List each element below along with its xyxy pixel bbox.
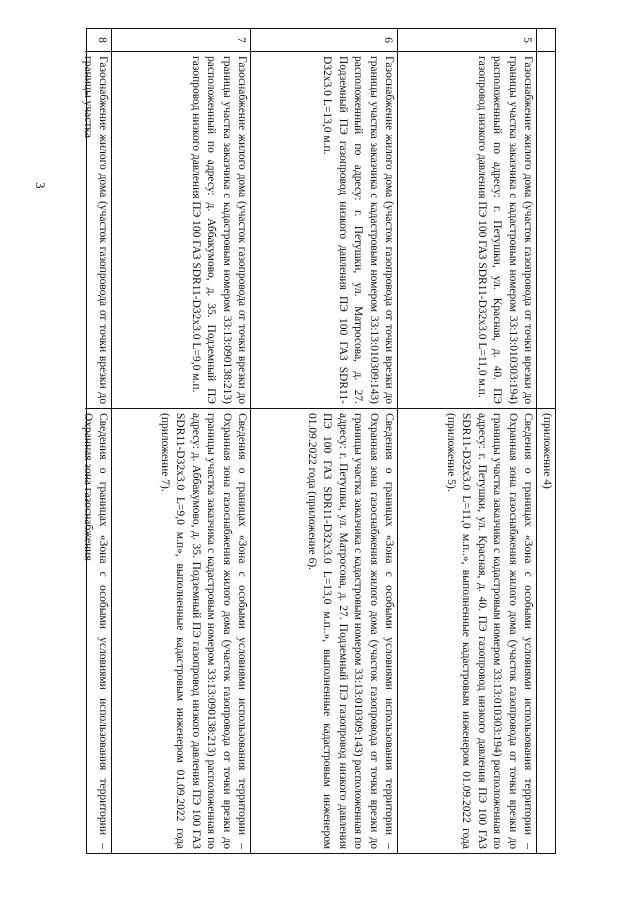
zone-info: Сведения о границах «Зона с особыми условиями использования территории – Охранная зона газоснабжения жилого дома (участок газопровода от точки врезки до границы участка заказчика с кадастровым номером 33:13:010303:194) расположенная по адресу: г. Петушки, ул. Красная, д. 40. ПЭ газопровод низкого давления ПЭ 100 ГАЗ SDR11-D32x3.0 L=11,0 м.п..», выполненные кадастровым инженером 01.09.2022 года (приложение 5). — [444, 413, 534, 849]
row-number: 8 — [85, 29, 111, 52]
table-row — [251, 29, 398, 853]
zone-info: Сведения о границах «Зона с особыми условиями использования территории – Охранная зона газоснабжения жилого дома (участок газопровода от точки врезки до границы участка заказчика с кадастровым номером 33:13:090138:213) расположенная по адресу: д. Аббакумово, д. 35. Подземный ПЭ газопровод низкого давления ПЭ 100 ГАЗ SDR11-D32x3.0 L=9,0 м.п», выполненные кадастровым инженером 01.09.2022 года (приложение 7). — [158, 413, 248, 849]
object-name: Газоснабжение жилого дома (участок газопровода от точки врезки до границы участка заказчика с кадастровым номером 33:13:010309:143) расположенный по адресу: г. Петушки, ул. Матросова, д. 27. Подземный ПЭ газопровод низкого давления ПЭ 100 ГАЗ SDR11-D32x3.0 L=13,0 м.п. — [251, 52, 397, 409]
document-table — [81, 28, 556, 854]
row-number: 6 — [251, 29, 397, 52]
row-number: 5 — [398, 29, 536, 52]
table-row — [398, 29, 537, 853]
object-name: Газоснабжение жилого дома (участок газопровода от точки врезки до границы участка заказчика с кадастровым номером 33:13:010303:194) расположенный по адресу: г. Петушки, ул. Красная, д. 40. ПЭ газопровод низкого давления ПЭ 100 ГАЗ SDR11-D32x3.0 L=11,0 м.п. — [398, 52, 536, 409]
zone-info: Сведения о границах «Зона с особыми условиями использования территории – Охранная зона газоснабжения — [81, 413, 109, 849]
zone-info: Сведения о границах «Зона с особыми условиями использования территории – Охранная зона газоснабжения жилого дома (участок газопровода от точки врезки до границы участка заказчика с кадастровым номером 33:13:010309:143) расположенная по адресу: г. Петушки, ул. Матросова, д. 27. Подземный ПЭ газопровод низкого давления ПЭ 100 ГАЗ SDR11-D32x3.0 L=13,0 м.п..», выполненные кадастровым инженером 01.09.2022 года (приложение 6). — [305, 413, 395, 849]
object-name: Газоснабжение жилого дома (участок газопровода от точки врезки до границы участка — [85, 52, 111, 409]
zone-info: (приложение 4) — [541, 413, 553, 489]
table-row — [81, 29, 112, 853]
table-row — [537, 29, 555, 853]
row-number — [537, 29, 555, 52]
object-name: Газоснабжение жилого дома (участок газопровода от точки врезки до границы участка заказчика с кадастровым номером 33:13:090138:213) расположенный по адресу: д. Аббакумово, д. 35. Подземный ПЭ газопровод низкого давления ПЭ 100 ГАЗ SDR11-D32x3.0 L=9,0 м.п. — [112, 52, 250, 409]
page-number: 3 — [33, 182, 48, 189]
object-name — [537, 52, 555, 409]
row-number: 7 — [112, 29, 250, 52]
table-row — [112, 29, 251, 853]
